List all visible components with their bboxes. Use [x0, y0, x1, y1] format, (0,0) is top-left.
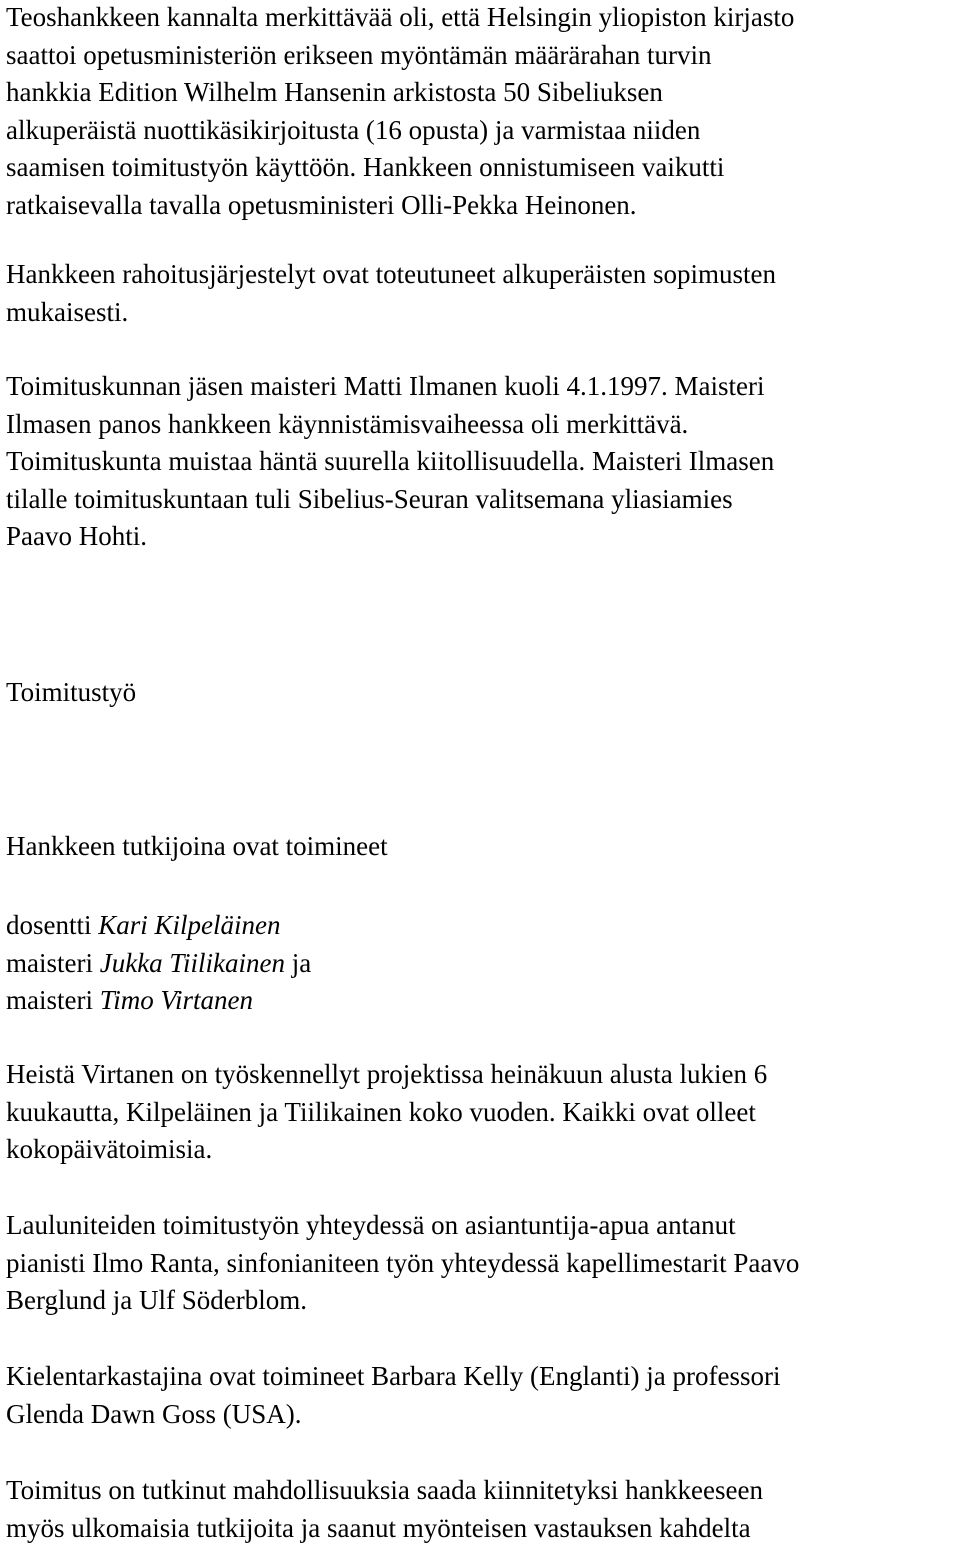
researcher-entry — [6, 982, 956, 1020]
text-line: hankkia Edition Wilhelm Hansenin arkistosta 50 Sibeliuksen — [6, 74, 956, 112]
researcher-entry — [6, 945, 956, 983]
text-line: Toimitus on tutkinut mahdollisuuksia saada kiinnitetyksi hankkeeseen — [6, 1472, 956, 1510]
text-line: ratkaisevalla tavalla opetusministeri Olli-Pekka Heinonen. — [6, 187, 956, 225]
text-line: Berglund ja Ulf Söderblom. — [6, 1282, 956, 1320]
paragraph-work-periods — [6, 1056, 956, 1169]
researcher-entry — [6, 907, 956, 945]
text-line: alkuperäistä nuottikäsikirjoitusta (16 opusta) ja varmistaa niiden — [6, 112, 956, 150]
text-line: Hankkeen rahoitusjärjestelyt ovat toteutuneet alkuperäisten sopimusten — [6, 256, 956, 294]
researcher-title: maisteri — [6, 985, 93, 1015]
paragraph-funding-manuscripts — [6, 0, 956, 224]
text-line: mukaisesti. — [6, 294, 956, 332]
researcher-title: dosentti — [6, 910, 92, 940]
researcher-name: Jukka Tiilikainen — [100, 948, 285, 978]
text-line: Hankkeen tutkijoina ovat toimineet — [6, 828, 956, 866]
paragraph-ilmanen — [6, 368, 956, 556]
text-line: saamisen toimitustyön käyttöön. Hankkeen onnistumiseen vaikutti — [6, 149, 956, 187]
text-line: kuukautta, Kilpeläinen ja Tiilikainen koko vuoden. Kaikki ovat olleet — [6, 1094, 956, 1132]
researcher-name: Timo Virtanen — [100, 985, 253, 1015]
text-line: kokopäivätoimisia. — [6, 1131, 956, 1169]
text-line: Lauluniteiden toimitustyön yhteydessä on asiantuntija-apua antanut — [6, 1207, 956, 1245]
section-heading-toimitustyo — [6, 674, 956, 712]
text-line: Teoshankkeen kannalta merkittävää oli, että Helsingin yliopiston kirjasto — [6, 0, 956, 37]
researchers-list — [6, 907, 956, 1020]
researcher-suffix: ja — [292, 948, 312, 978]
text-line: tilalle toimituskuntaan tuli Sibelius-Seuran valitsemana yliasiamies — [6, 481, 956, 519]
text-line: Toimituskunnan jäsen maisteri Matti Ilmanen kuoli 4.1.1997. Maisteri — [6, 368, 956, 406]
text-line: Glenda Dawn Goss (USA). — [6, 1396, 956, 1434]
text-line: Kielentarkastajina ovat toimineet Barbara Kelly (Englanti) ja professori — [6, 1358, 956, 1396]
text-line: pianisti Ilmo Ranta, sinfonianiteen työn yhteydessä kapellimestarit Paavo — [6, 1245, 956, 1283]
text-line: Heistä Virtanen on työskennellyt projektissa heinäkuun alusta lukien 6 — [6, 1056, 956, 1094]
researchers-intro — [6, 828, 956, 866]
paragraph-foreign-researchers — [6, 1472, 956, 1547]
paragraph-expert-help — [6, 1207, 956, 1320]
text-line: Ilmasen panos hankkeen käynnistämisvaiheessa oli merkittävä. — [6, 406, 956, 444]
researcher-name: Kari Kilpeläinen — [98, 910, 280, 940]
text-line: saattoi opetusministeriön erikseen myöntämän määrärahan turvin — [6, 37, 956, 75]
paragraph-language-checkers — [6, 1358, 956, 1433]
section-heading: Toimitustyö — [6, 674, 956, 712]
text-line: myös ulkomaisia tutkijoita ja saanut myönteisen vastauksen kahdelta — [6, 1510, 956, 1547]
text-line: Toimituskunta muistaa häntä suurella kiitollisuudella. Maisteri Ilmasen — [6, 443, 956, 481]
text-line: Paavo Hohti. — [6, 518, 956, 556]
paragraph-financing — [6, 256, 956, 331]
researcher-title: maisteri — [6, 948, 93, 978]
